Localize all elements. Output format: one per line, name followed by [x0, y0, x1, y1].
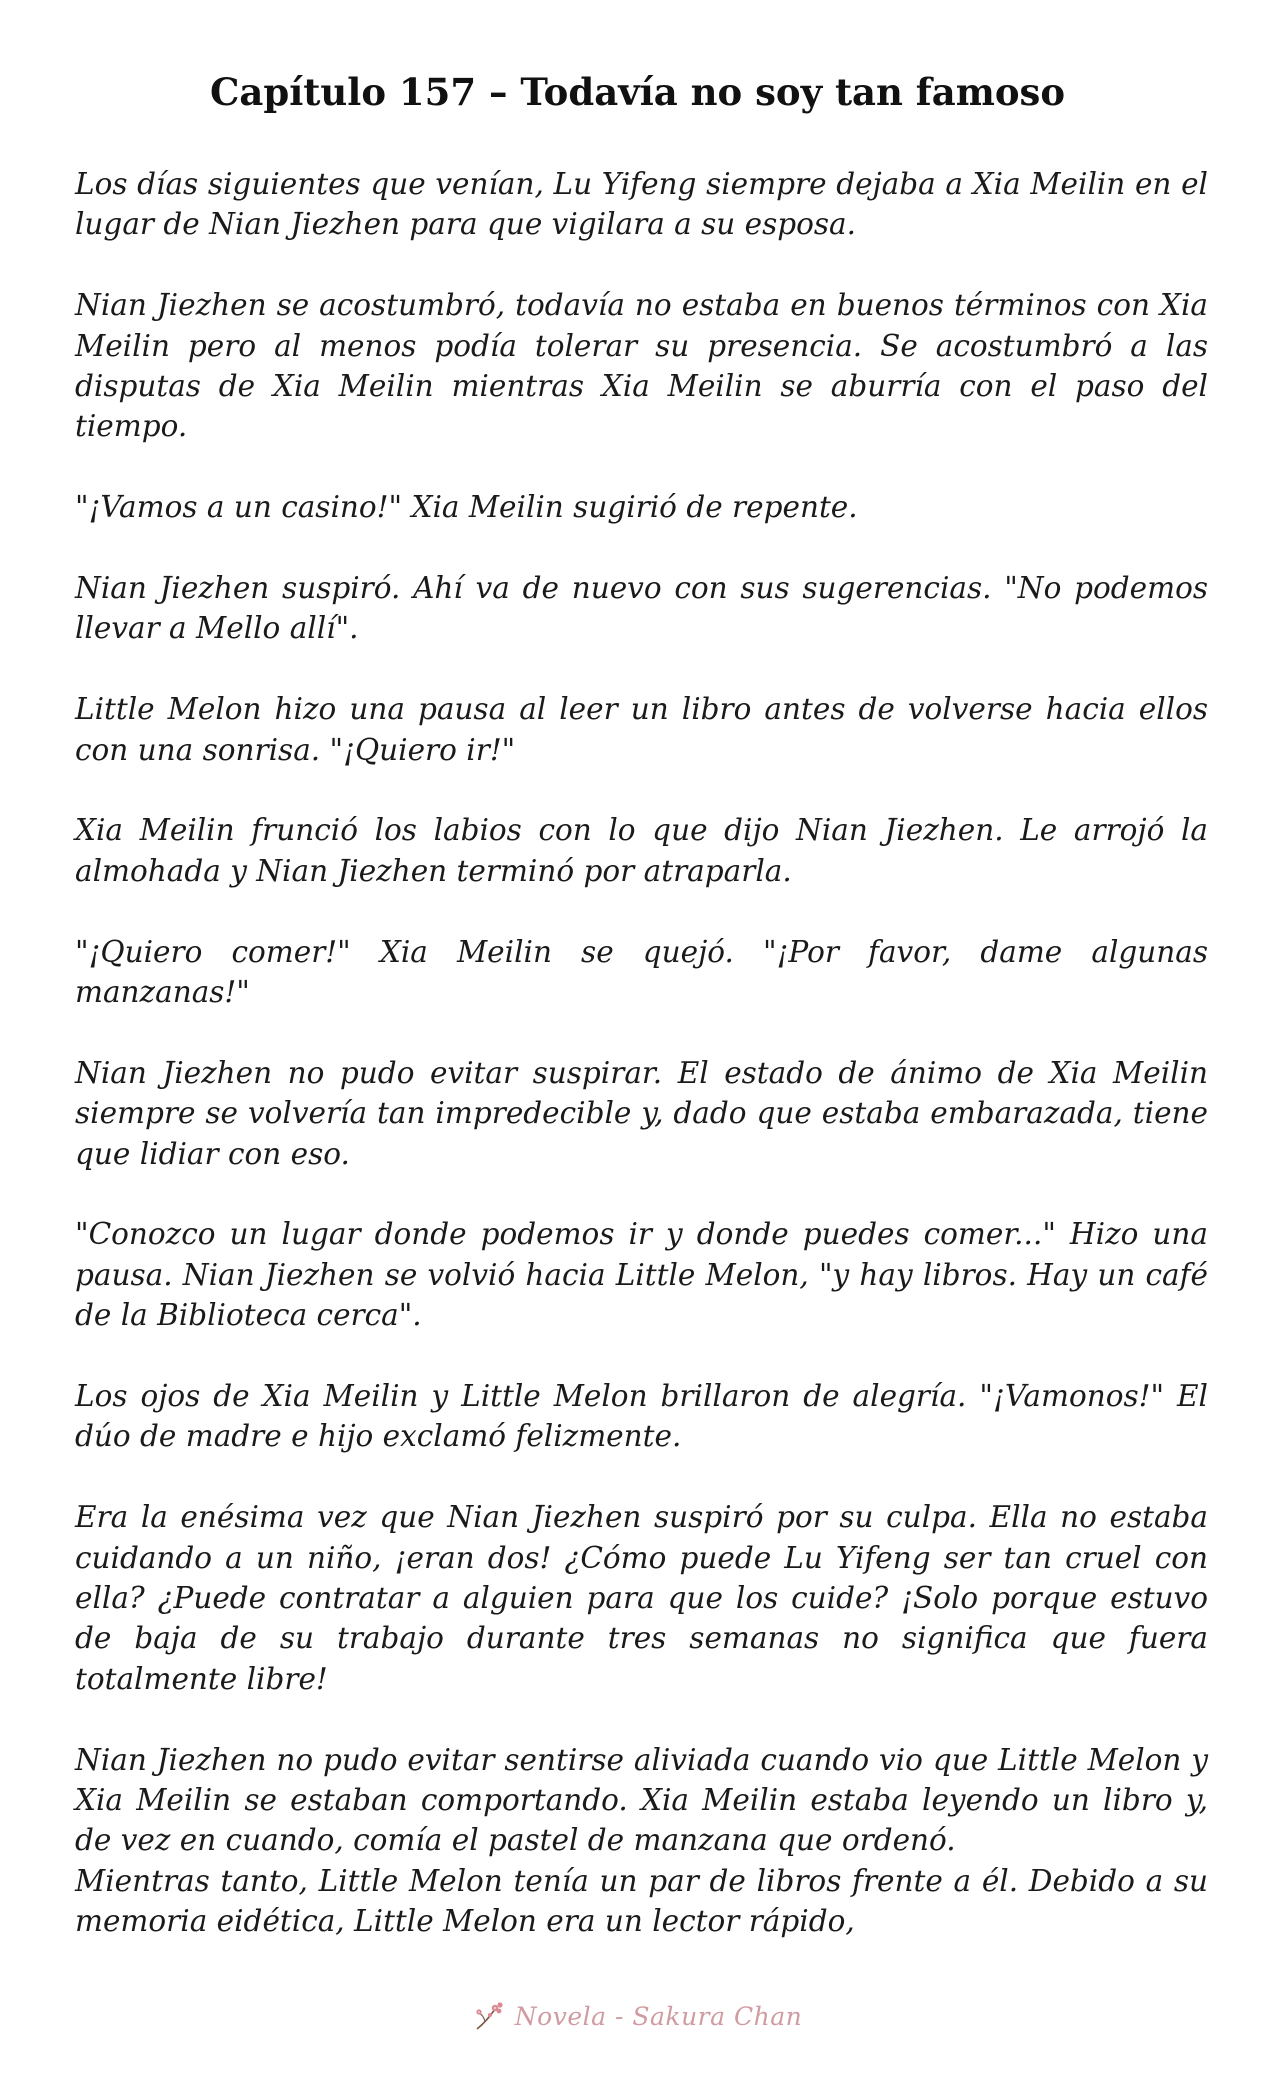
paragraph: "¡Quiero comer!" Xia Meilin se quejó. "¡Por favor, dame algunas manzanas!" — [75, 934, 1208, 1010]
paragraph: Nian Jiezhen no pudo evitar suspirar. El estado de ánimo de Xia Meilin siempre se volvería tan impredecible y, dado que estaba embarazada, tiene que lidiar con eso. — [75, 1055, 1208, 1171]
cherry-blossom-icon — [473, 1999, 509, 2033]
paragraph: Little Melon hizo una pausa al leer un libro antes de volverse hacia ellos con una sonrisa. "¡Quiero ir!" — [75, 692, 1208, 767]
paragraph: "Conozco un lugar donde podemos ir y donde puedes comer..." Hizo una pausa. Nian Jiezhen se volvió hacia Little Melon, "y hay libros. Hay un café de la Biblioteca cerca". — [75, 1217, 1208, 1333]
paragraph: Los ojos de Xia Meilin y Little Melon brillaron de alegría. "¡Vamonos!" El dúo de madre e hijo exclamó felizmente. — [75, 1379, 1208, 1454]
paragraph: Mientras tanto, Little Melon tenía un par de libros frente a él. Debido a su memoria eidética, Little Melon era un lector rápido, — [75, 1863, 1208, 1939]
paragraph: Era la enésima vez que Nian Jiezhen suspiró por su culpa. Ella no estaba cuidando a un niño, ¡eran dos! ¿Cómo puede Lu Yifeng ser tan cruel con ella? ¿Puede contratar a alguien para que los cuide? ¡Solo porque estuvo de baja de su trabajo durante tres semanas no significa que fuera totalmente libre! — [75, 1500, 1208, 1696]
watermark-text: Novela - Sakura Chan — [514, 2001, 803, 2031]
paragraph: Nian Jiezhen suspiró. Ahí va de nuevo con sus sugerencias. "No podemos llevar a Mello allí". — [75, 571, 1208, 646]
paragraph: "¡Vamos a un casino!" Xia Meilin sugirió de repente. — [75, 490, 858, 525]
paragraph: Nian Jiezhen no pudo evitar sentirse aliviada cuando vio que Little Melon y Xia Meilin se estaban comportando. Xia Meilin estaba leyendo un libro y, de vez en cuando, comía el pastel de manzana que ordenó. — [75, 1742, 1208, 1858]
paragraph: Nian Jiezhen se acostumbró, todavía no estaba en buenos términos con Xia Meilin pero al menos podía tolerar su presencia. Se acostumbró a las disputas de Xia Meilin mientras Xia Meilin se aburría con el paso del tiempo. — [75, 288, 1208, 444]
watermark — [0, 1996, 1275, 2036]
paragraph: Los días siguientes que venían, Lu Yifeng siempre dejaba a Xia Meilin en el lugar de Nian Jiezhen para que vigilara a su esposa. — [75, 167, 1208, 242]
chapter-title: Capítulo 157 – Todavía no soy tan famoso — [209, 70, 1066, 114]
paragraph: Xia Meilin frunció los labios con lo que dijo Nian Jiezhen. Le arrojó la almohada y Nian Jiezhen terminó por atraparla. — [75, 813, 1208, 888]
chapter-body — [75, 164, 1208, 1942]
